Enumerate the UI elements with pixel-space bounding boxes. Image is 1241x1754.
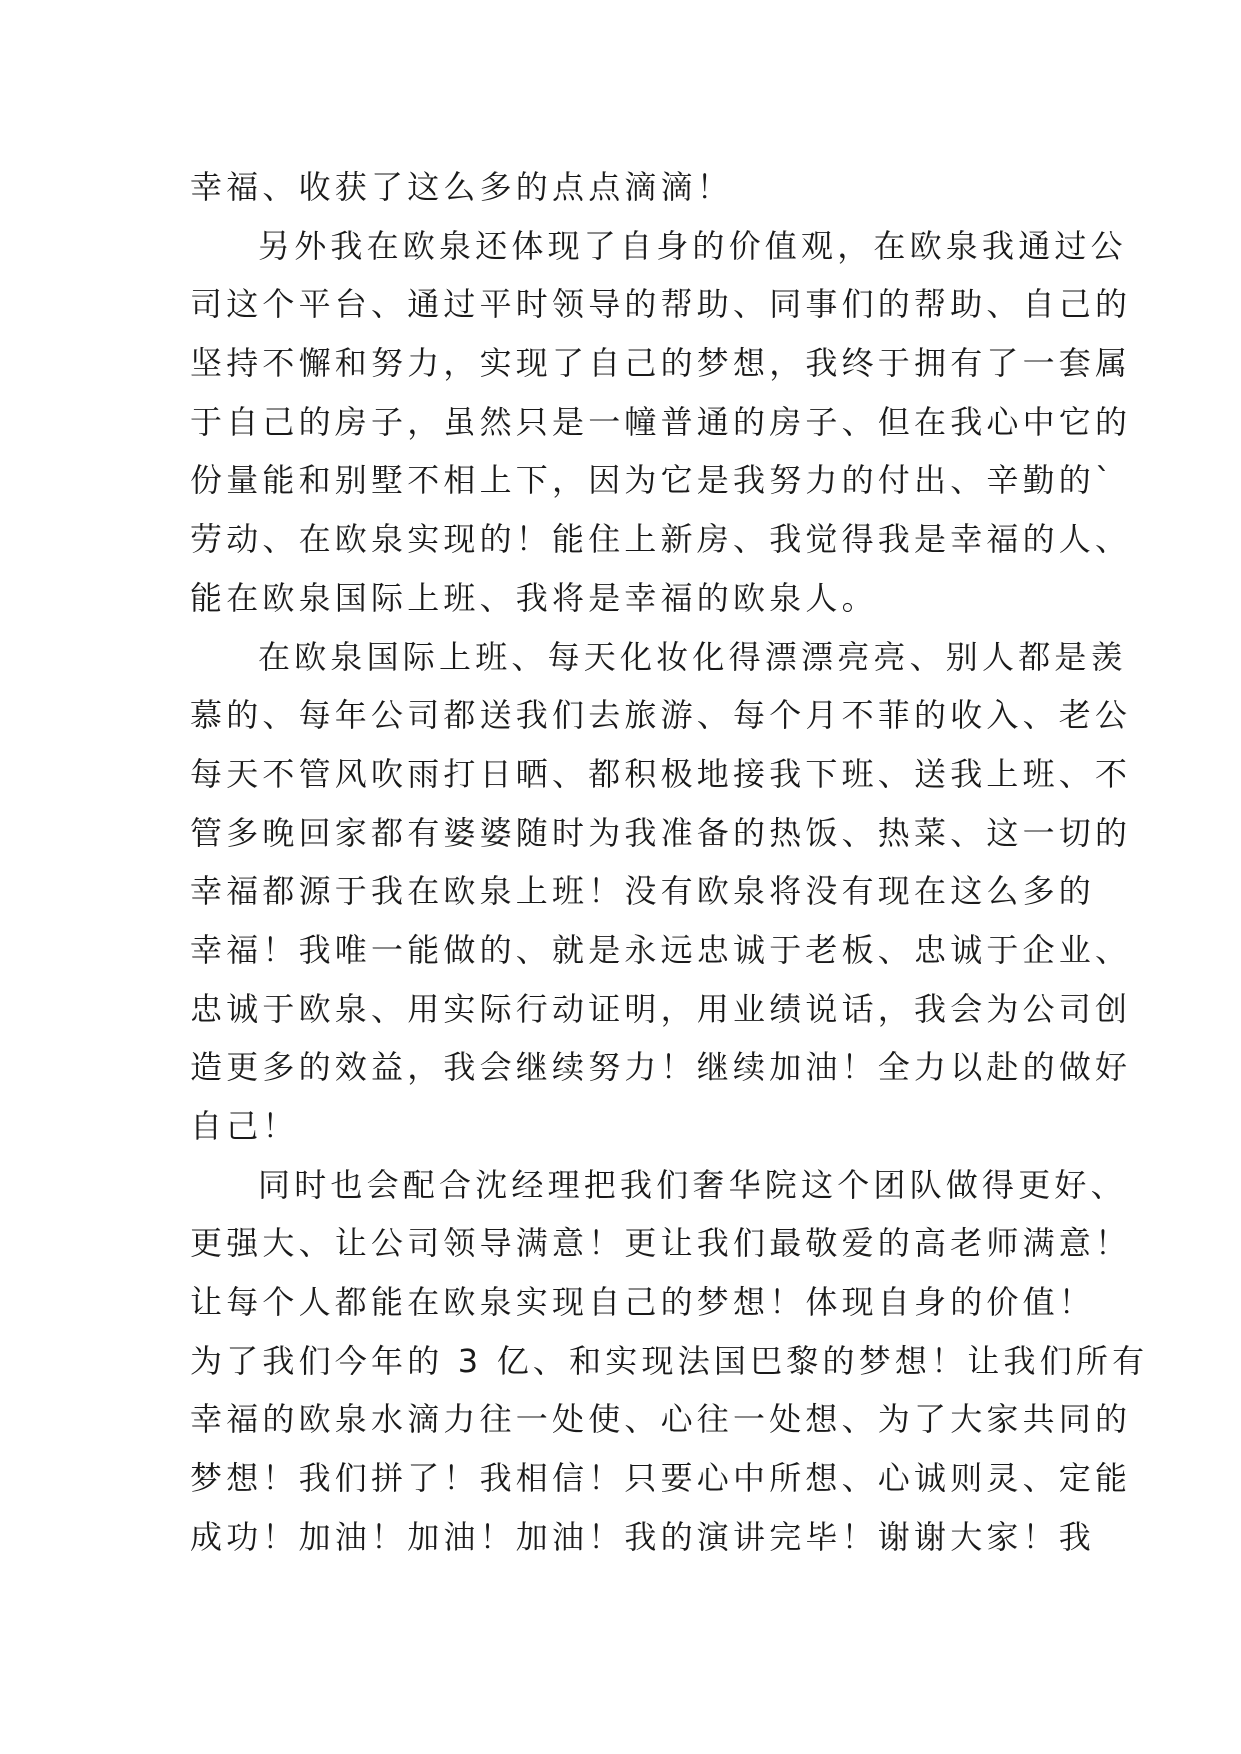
text-line: 成功！加油！加油！加油！我的演讲完毕！谢谢大家！我: [190, 1517, 1096, 1556]
text-line: 造更多的效益，我会继续努力！继续加油！全力以赴的做好: [190, 1048, 1132, 1087]
paragraph-first-line: 在欧泉国际上班、每天化妆化得漂漂亮亮、别人都是羡: [258, 637, 1127, 676]
paragraph-first-line: 另外我在欧泉还体现了自身的价值观，在欧泉我通过公: [258, 226, 1127, 265]
text-line: 更强大、让公司领导满意！更让我们最敬爱的高老师满意！: [190, 1224, 1132, 1263]
text-line: 幸福的欧泉水滴力往一处使、心往一处想、为了大家共同的: [190, 1400, 1132, 1439]
text-line: 于自己的房子，虽然只是一幢普通的房子、但在我心中它的: [190, 402, 1132, 441]
text-line: 自己！: [190, 1107, 299, 1145]
text-line: 幸福、收获了这么多的点点滴滴！: [190, 168, 734, 206]
text-line: 让每个人都能在欧泉实现自己的梦想！体现自身的价值！: [190, 1283, 1096, 1322]
text-line: 坚持不懈和努力，实现了自己的梦想，我终于拥有了一套属: [190, 344, 1132, 383]
paragraph-first-line: 同时也会配合沈经理把我们奢华院这个团队做得更好、: [258, 1165, 1127, 1204]
text-line: 梦想！我们拼了！我相信！只要心中所想、心诚则灵、定能: [190, 1459, 1132, 1498]
text-line: 每天不管风吹雨打日晒、都积极地接我下班、送我上班、不: [190, 754, 1132, 793]
text-line: 幸福都源于我在欧泉上班！没有欧泉将没有现在这么多的: [190, 872, 1096, 911]
text-line: 忠诚于欧泉、用实际行动证明，用业绩说话，我会为公司创: [190, 989, 1132, 1028]
text-line: 劳动、在欧泉实现的！能住上新房、我觉得我是幸福的人、: [190, 520, 1132, 559]
text-line: 份量能和别墅不相上下，因为它是我努力的付出、辛勤的`: [190, 461, 1116, 500]
text-line: 能在欧泉国际上班、我将是幸福的欧泉人。: [190, 578, 878, 617]
text-line: 慕的、每年公司都送我们去旅游、每个月不菲的收入、老公: [190, 696, 1132, 735]
text-line: 为了我们今年的 3 亿、和实现法国巴黎的梦想！让我们所有: [190, 1341, 1149, 1380]
document-body: [190, 158, 1149, 1567]
text-line: 管多晚回家都有婆婆随时为我准备的热饭、热菜、这一切的: [190, 813, 1132, 852]
text-line: 司这个平台、通过平时领导的帮助、同事们的帮助、自己的: [190, 285, 1132, 324]
text-line: 幸福！我唯一能做的、就是永远忠诚于老板、忠诚于企业、: [190, 930, 1132, 969]
